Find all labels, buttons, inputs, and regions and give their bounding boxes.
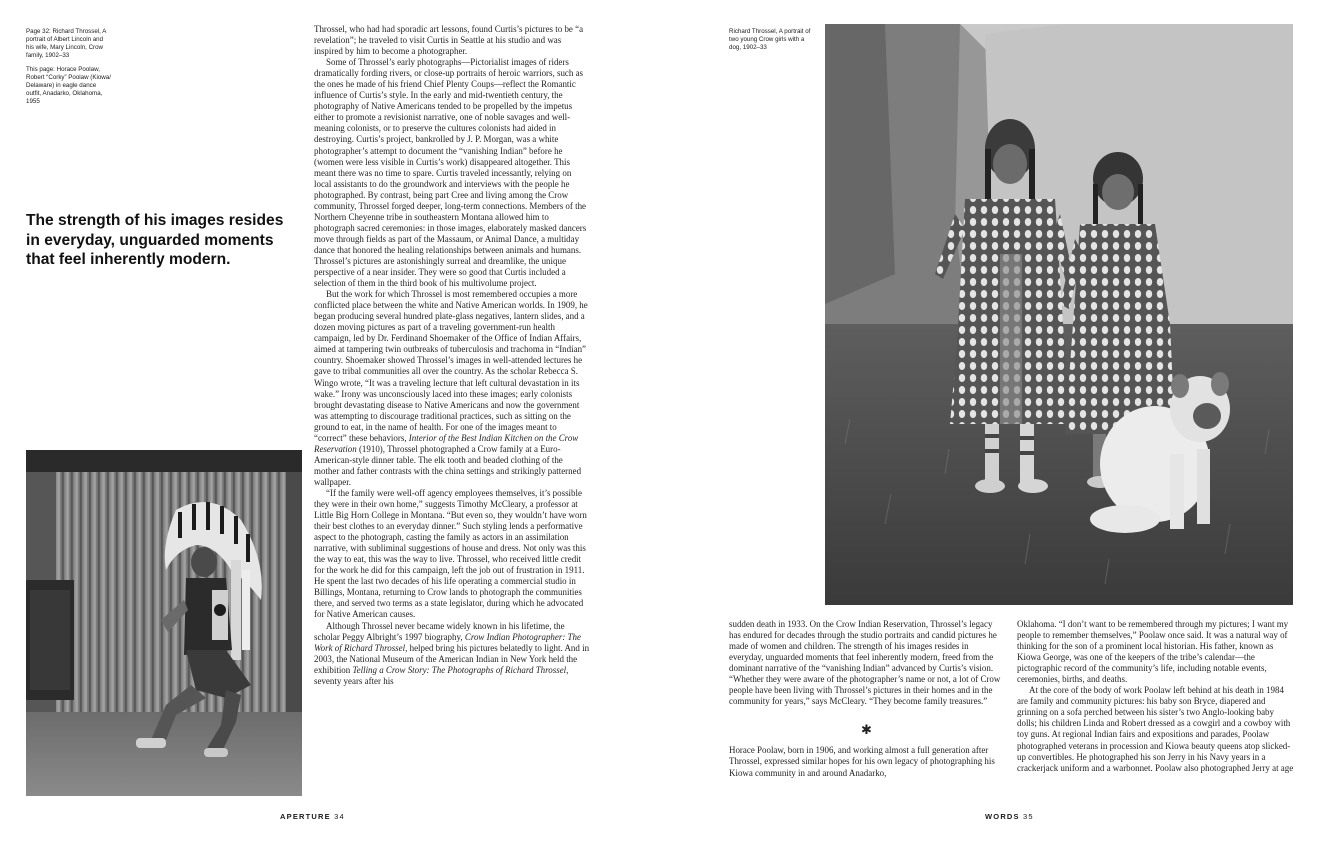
body-paragraph: Oklahoma. “I don’t want to be remembered through my pictures; I want my people to remember themselves,” Poolaw once said. It was a natural way of thinking for the son of a prominent local historian. His father, known as Kiowa George, was one of the keepers of the tribe’s calendar—the pictographic record of the community’s life, including notable events, ceremonies, births, and deaths. [1017, 619, 1289, 685]
folio-magazine-name: APERTURE [280, 812, 331, 821]
body-paragraph: At the core of the body of work Poolaw left behind at his death in 1984 are family and community pictures: his baby son Bryce, diapered and grinning on a sofa perched between his sister’s two Anglo-looking baby dolls; his children Linda and Robert dressed as a cowgirl and a cowboy with toy guns. At regional Indian fairs and expositions and parades, Poolaw photographed veterans in procession and Kiowa beauty queens atop slicked-up convertibles. He photographed his son Jerry in his Navy years in a crackerjack uniform and a warbonnet. Poolaw also photographed Jerry at age [1017, 685, 1294, 773]
section-break-asterism: ✱ [861, 722, 872, 738]
left-body-column [314, 24, 590, 687]
body-paragraph: Although Throssel never became widely known in his lifetime, the scholar Peggy Albright’s 1997 biography, Crow Indian Photographer: The Work of Richard Throssel, helped bring his pictures belatedly to light. And in 2003, the National Museum of the American Indian in New York held the exhibition Telling a Crow Story: The Photographs of Richard Throssel, seventy years after his [314, 620, 590, 686]
curtain [56, 472, 286, 712]
folio-left [280, 812, 345, 821]
folio-right [985, 812, 1034, 821]
body-paragraph: Throssel, who had had sporadic art lessons, found Curtis’s pictures to be “a revelation”; he traveled to visit Curtis in Seattle at his studio and was inspired by him to become a photographer. [314, 24, 584, 57]
right-body-column-2 [1017, 619, 1294, 774]
body-paragraph: But the work for which Throssel is most remembered occupies a more conflicted place between the white and Native American worlds. In 1909, he began producing several hundred plate-glass negatives, lantern slides, and a dozen moving pictures as part of a traveling government-run health campaign, led by Dr. Ferdinand Shoemaker of the Office of Indian Affairs, aimed at tampering twin outbreaks of tuberculosis and trachoma in “Indian” country. Shoemaker showed Throssel’s images in well-attended lectures he gave to tribal communities all over the country. As the scholar Rebecca S. Wingo wrote, “It was a traveling lecture that left cultural devastation in its wake.” Irony was unconsciously laced into these images; early colonists brought devastating disease to Native Americans and now the government was attempting to discourage traditional practices, such as sitting on the ground to eat, in the name of health. For one of the images meant to “correct” these behaviors, Interior of the Best Indian Kitchen on the Crow Reservation (1910), Throssel photographed a Crow family at a Euro-American-style dinner table. The elk tooth and beaded clothing of the mother and father contrasts with the china settings and strikingly patterned wallpaper. [314, 289, 588, 487]
body-paragraph: Horace Poolaw, born in 1906, and working almost a full generation after Throssel, expressed similar hopes for his own legacy of photographing his Kiowa community in and around Anadarko, [729, 745, 995, 778]
caption-this-page: This page: Horace Poolaw, Robert “Corky” Poolaw (Kiowa/ Delaware) in eagle dance outfit, Anadarko, Oklahoma, 1955 [26, 66, 111, 105]
body-paragraph: “If the family were well-off agency employees themselves, it’s possible they were in their own home,” suggests Timothy McCleary, a professor at Little Big Horn College in Montana. “But even so, they wouldn’t have worn their best clothes to an everyday dinner.” Such styling lends a performative aspect to the photograph, casting the family as actors in an assimilation narrative, with subliminal suggestions of house and dress. Not only was this the way to eat, this was the way to live. Throssel, who received little credit for the work he did for this campaign, left the job out of frustration in 1911. He spent the last two decades of his life operating a commercial studio in Billings, Montana, returning to Crow lands to photograph the communities there, and served two terms as a state legislator, during which he advocated for Native American causes. [314, 487, 587, 620]
pull-quote: The strength of his images resides in everyday, unguarded moments that feel inherently modern. [26, 212, 284, 268]
photo-poolaw-eagle-dancer [26, 450, 302, 796]
caption-right-photo: Richard Throssel, A portrait of two young Crow girls with a dog, 1902–33 [729, 28, 811, 51]
folio-section-name: WORDS [985, 812, 1020, 821]
body-paragraph: Some of Throssel’s early photographs—Pictorialist images of riders dramatically fording rivers, or close-up portraits of heroic warriors, such as the ones he made of his friend Chief Plenty Coups—reflect the Romantic influence of Curtis’s style. In the early and mid-twentieth century, the photography of Native Americans tended to be propelled by the impetus either to promote a revisionist narrative, one of noble savages and well-meaning colonists, or to preserve the cultures colonists had aided in destroying. Curtis’s project, bankrolled by J. P. Morgan, was a white photographer’s attempt to document the “vanishing Indian” before he (women were less visible in Curtis’s work) disappeared altogether. This meant there was no time to spare. Curtis traveled incessantly, relying on local assistants to do the groundwork and interviews with the people he photographed. By contrast, being part Cree and living among the Crow community, Throssel forged deeper, long-term connections. Members of the Northern Cheyenne tribe in southeastern Montana allowed him to photograph sacred ceremonies: in those images, elaborately masked dancers move through fields as part of the Massaum, or Animal Dance, a multiday dance that honored the healing relationships between animals and humans. Throssel’s pictures are astonishingly surreal and dreamlike, the unique perspective of a near insider. They were so good that Curtis included a selection of them in the third book of his multivolume project. [314, 57, 587, 289]
folio-page-number: 35 [1023, 812, 1034, 821]
left-captions [26, 28, 112, 112]
body-paragraph: sudden death in 1933. On the Crow Indian Reservation, Throssel’s legacy has endured for decades through the studio portraits and candid pictures he made of women and children. The strength of his images resides in everyday, unguarded moments that feel inherently modern, freed from the dominant narrative of the “vanishing Indian” advanced by Curtis’s vision. “Whether they were aware of the photographer’s name or not, a lot of Crow people have been living with Throssel’s pictures in their homes and in the community for years,” says McCleary. “They become family treasures.” [729, 619, 1001, 707]
right-body-column-1 [729, 619, 1004, 779]
photo-throssel-two-girls [825, 24, 1293, 605]
caption-page-32: Page 32: Richard Throssel, A portrait of Albert Lincoln and his wife, Mary Lincoln, Crow family, 1902–33 [26, 28, 107, 59]
folio-page-number: 34 [334, 812, 345, 821]
